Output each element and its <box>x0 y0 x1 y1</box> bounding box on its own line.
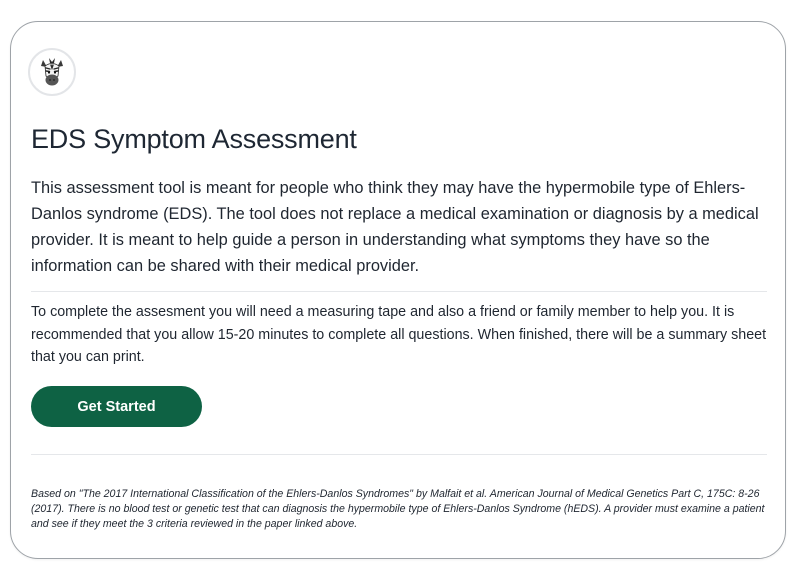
get-started-button[interactable]: Get Started <box>31 386 202 427</box>
assessment-card <box>10 21 786 559</box>
page-title: EDS Symptom Assessment <box>31 124 357 154</box>
intro-paragraph: This assessment tool is meant for people who think they may have the hypermobile type of Ehlers-Danlos syndrome (EDS). The tool does not replace a medical examination or diagnosis by a medical provider. It is meant to help guide a person in understanding what symptoms they have so the information can be shared with their medical provider. <box>31 179 759 275</box>
divider <box>31 454 767 455</box>
zebra-icon <box>37 56 67 88</box>
logo-avatar <box>28 48 76 96</box>
divider <box>31 291 767 292</box>
instructions-paragraph: To complete the assesment you will need a measuring tape and also a friend or family member to help you. It is recommended that you allow 15-20 minutes to complete all questions. When finished, there will be a summary sheet that you can print. <box>31 304 767 365</box>
citation-footnote: Based on "The 2017 International Classification of the Ehlers-Danlos Syndromes" by Malfait et al. American Journal of Medical Genetics Part C, 175C: 8-26 (2017). There is no blood test or genetic test that can diagnosis the hypermobile type of Ehlers-Danlos Syndrome (hEDS). A provider must examine a patient and see if they meet the 3 criteria reviewed in the paper linked above. <box>31 488 765 530</box>
